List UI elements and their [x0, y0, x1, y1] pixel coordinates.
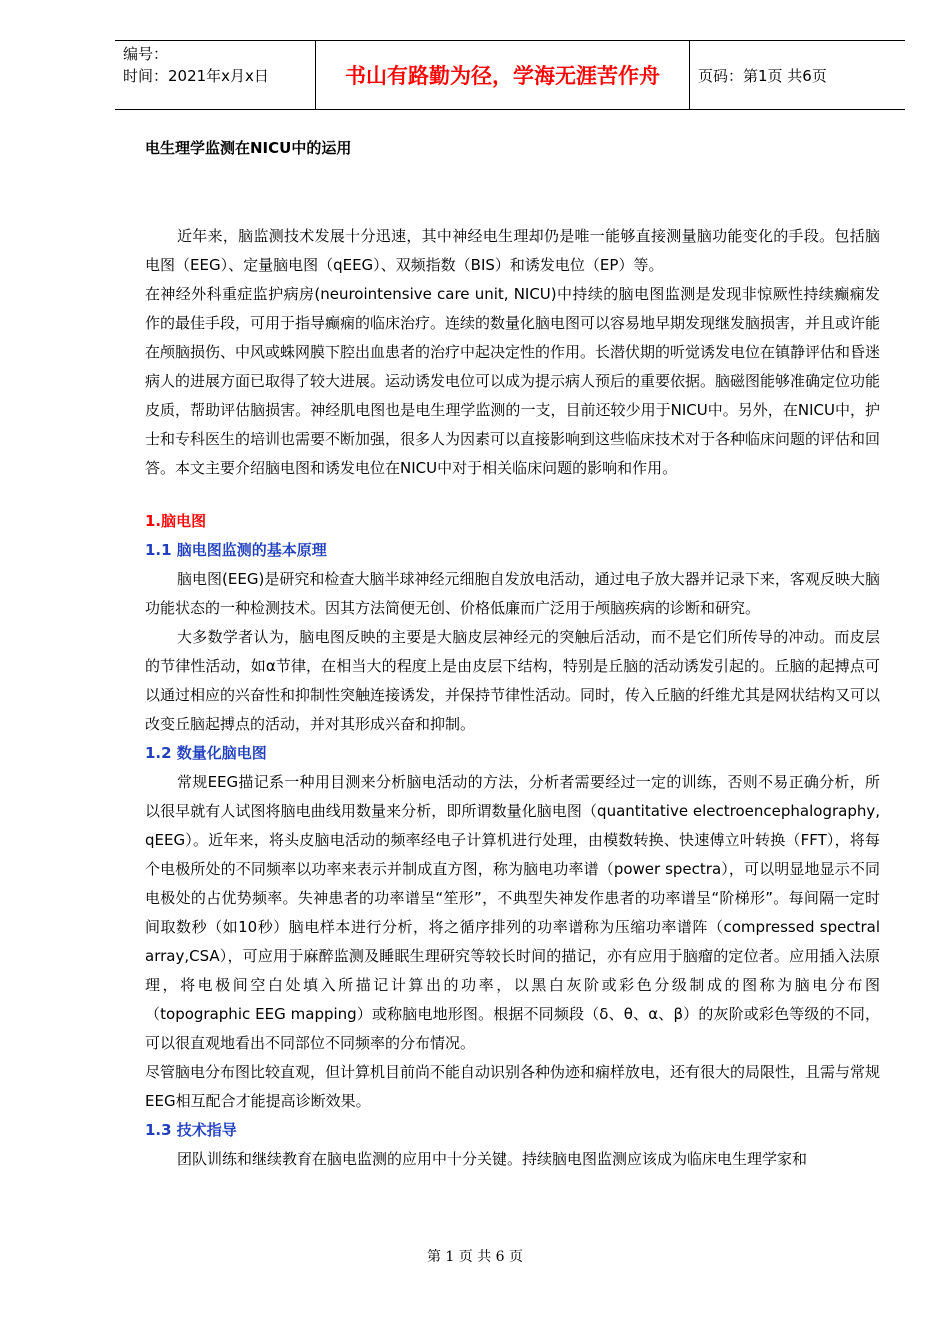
header-motto: 书山有路勤为径，学海无涯苦作舟 — [315, 41, 690, 109]
section-heading-principles: 1.1 脑电图监测的基本原理 — [145, 541, 327, 559]
page-header — [115, 40, 905, 110]
section-heading-technical-guidance: 1.3 技术指导 — [145, 1121, 237, 1139]
principles-paragraph-2: 大多数学者认为，脑电图反映的主要是大脑皮层神经元的突触后活动，而不是它们所传导的冲动。而皮层的节律性活动，如α节律，在相当大的程度上是由皮层下结构，特别是丘脑的活动诱发引起的。丘脑的起搏点可以通过相应的兴奋性和抑制性突触连接诱发，并保持节律性活动。同时，传入丘脑的纤维尤其是网状结构又可以改变丘脑起搏点的活动，并对其形成兴奋和抑制。 — [145, 628, 881, 733]
document-time-label: 时间：2021年x月x日 — [123, 67, 269, 85]
page-footer: 第 1 页 共 6 页 — [426, 1249, 524, 1265]
header-meta — [115, 41, 315, 109]
document-title: 电生理学监测在NICU中的运用 — [145, 139, 352, 157]
document-number-label: 编号： — [123, 45, 169, 63]
document-body — [145, 222, 880, 1174]
technical-guidance-paragraph: 团队训练和继续教育在脑电监测的应用中十分关键。持续脑电图监测应该成为临床电生理学家和 — [177, 1150, 808, 1168]
intro-paragraph: 近年来，脑监测技术发展十分迅速，其中神经电生理却仍是唯一能够直接测量脑功能变化的手段。包括脑电图（EEG）、定量脑电图（qEEG）、双频指数（BIS）和诱发电位（EP）等。 — [145, 227, 880, 274]
qeeg-paragraph-2: 尽管脑电分布图比较直观，但计算机目前尚不能自动识别各种伪迹和痫样放电，还有很大的局限性，且需与常规EEG相互配合才能提高诊断效果。 — [145, 1063, 881, 1110]
principles-paragraph-1: 脑电图(EEG)是研究和检查大脑半球神经元细胞自发放电活动，通过电子放大器并记录下来，客观反映大脑功能状态的一种检测技术。因其方法简便无创、价格低廉而广泛用于颅脑疾病的诊断和研究。 — [145, 570, 880, 617]
qeeg-paragraph-1: 常规EEG描记系一种用目测来分析脑电活动的方法，分析者需要经过一定的训练，否则不易正确分析，所以很早就有人试图将脑电曲线用数量来分析，即所谓数量化脑电图（quantitative electroencephalography, qEEG）。近年来，将头皮脑电活动的频率经电子计算机进行处理，由模数转换、快速傅立叶转换（FFT），将每个电极所处的不同频率以功率来表示并制成直方图，称为脑电功率谱（power spectra），可以明显地显示不同电极处的占优势频率。失神患者的功率谱呈“笙形”，不典型失神发作患者的功率谱呈“阶梯形”。每间隔一定时间取数秒（如10秒）脑电样本进行分析，将之循序排列的功率谱称为压缩功率谱阵（compressed spectral array,CSA），可应用于麻醉监测及睡眠生理研究等较长时间的描记，亦有应用于脑瘤的定位者。应用插入法原理，将电极间空白处填入所描记计算出的功率，以黑白灰阶或彩色分级制成的图称为脑电分布图（topographic EEG mapping）或称脑电地形图。根据不同频段（δ、θ、α、β）的灰阶或彩色等级的不同，可以很直观地看出不同部位不同频率的分布情况。 — [145, 773, 880, 1052]
section-heading-eeg: 1.脑电图 — [145, 512, 207, 530]
intro-paragraph-nicu: 在神经外科重症监护病房(neurointensive care unit, NICU)中持续的脑电图监测是发现非惊厥性持续癫痫发作的最佳手段，可用于指导癫痫的临床治疗。连续的数量化脑电图可以容易地早期发现继发脑损害，并且或许能在颅脑损伤、中风或蛛网膜下腔出血患者的治疗中起决定性的作用。长潜伏期的听觉诱发电位在镇静评估和昏迷病人的进展方面已取得了较大进展。运动诱发电位可以成为提示病人预后的重要依据。脑磁图能够准确定位功能皮质，帮助评估脑损害。神经肌电图也是电生理学监测的一支，目前还较少用于NICU中。另外，在NICU中，护士和专科医生的培训也需要不断加强，很多人为因素可以直接影响到这些临床技术对于各种临床问题的评估和回答。本文主要介绍脑电图和诱发电位在NICU中对于相关临床问题的影响和作用。 — [145, 285, 881, 477]
header-page-number: 页码：第1页 共6页 — [698, 66, 827, 85]
section-heading-qeeg: 1.2 数量化脑电图 — [145, 744, 267, 762]
